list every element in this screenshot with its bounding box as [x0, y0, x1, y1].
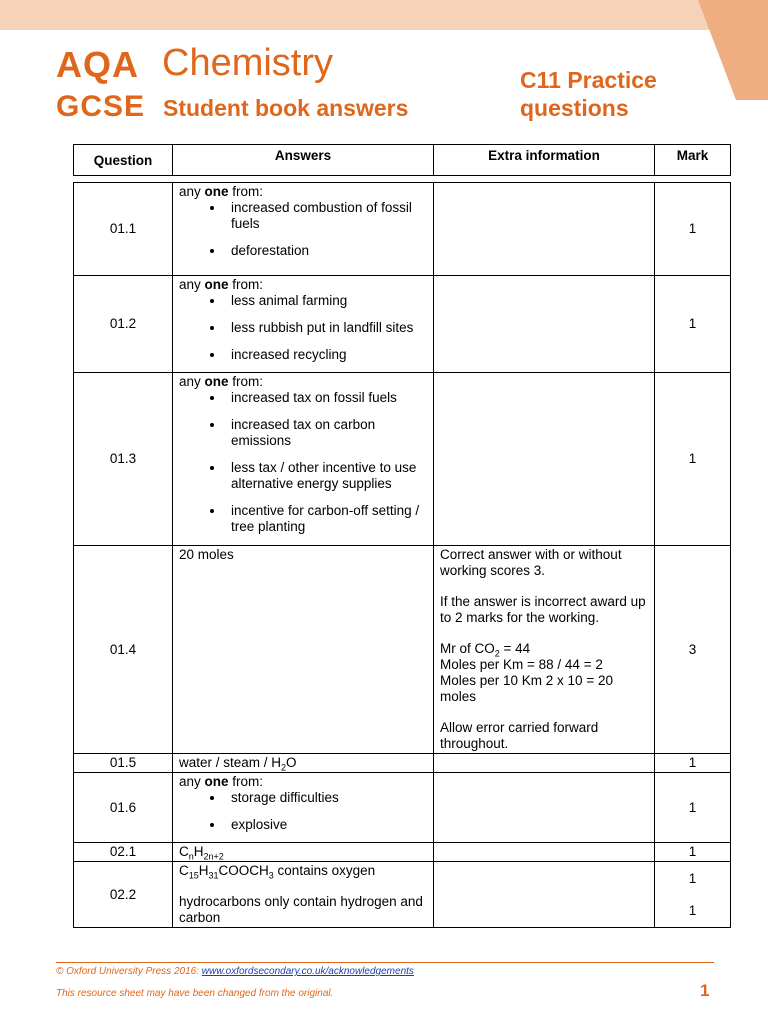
extra-paragraph: Allow error carried forward throughout.	[440, 720, 599, 751]
extra-cell	[434, 862, 655, 928]
mark-cell: 1	[655, 843, 731, 862]
table-row	[74, 373, 731, 546]
answer-cell: $C_nH_{2n+2}$	[173, 843, 434, 862]
brand-subject: Chemistry	[162, 42, 334, 84]
table-row	[74, 773, 731, 843]
list-item: • increased tax on carbon emissions	[225, 417, 427, 449]
question-number: 01.6	[74, 773, 173, 843]
title-line-1: C11 Practice	[520, 67, 657, 93]
footer-note: This resource sheet may have been changed from the original.	[56, 988, 334, 999]
answer-cell: 20 moles	[173, 546, 434, 754]
brand-gcse: GCSE	[56, 90, 146, 123]
extra-paragraph: Correct answer with or without working scores 3.	[440, 547, 622, 578]
question-number: 01.5	[74, 754, 173, 773]
list-item: • less tax / other incentive to use alternative energy supplies	[225, 460, 427, 492]
extra-cell	[434, 754, 655, 773]
header-answers: Answers	[173, 145, 434, 176]
answer-cell	[173, 862, 434, 928]
mark-value: 1	[688, 902, 697, 918]
title-line-2: questions	[520, 95, 629, 121]
table-row	[74, 754, 731, 773]
footer-rule	[56, 962, 714, 963]
mark-cell: 1	[655, 276, 731, 373]
answer-intro: any one from:	[179, 184, 264, 199]
table-row	[74, 862, 731, 928]
answer-cell: water / steam / $H_2O$	[173, 754, 434, 773]
footer-copyright: © Oxford University Press 2016: www.oxfordsecondary.co.uk/acknowledgements	[56, 966, 414, 977]
question-number: 02.1	[74, 843, 173, 862]
table-row	[74, 843, 731, 862]
answer-intro: any one from:	[179, 374, 264, 389]
mark-cell: 1	[655, 373, 731, 546]
question-number: 01.4	[74, 546, 173, 754]
list-item: • increased combustion of fossil fuels	[225, 200, 427, 232]
answer-cell	[173, 183, 434, 276]
list-item: • increased tax on fossil fuels	[225, 390, 427, 406]
extra-working	[440, 641, 648, 705]
list-item: • less rubbish put in landfill sites	[225, 320, 427, 336]
header-mark: Mark	[655, 145, 731, 176]
question-number: 01.1	[74, 183, 173, 276]
extra-cell	[434, 843, 655, 862]
extra-cell	[434, 373, 655, 546]
question-number: 01.3	[74, 373, 173, 546]
answers-table	[73, 182, 731, 928]
answer-line: hydrocarbons only contain hydrogen and carbon	[179, 894, 423, 925]
answer-line: $C_{15}H_{31}COOCH_3$ contains oxygen	[179, 863, 376, 881]
column-header-table	[73, 144, 731, 176]
answer-list	[179, 390, 427, 535]
top-band	[0, 0, 768, 30]
list-item: • less animal farming	[225, 293, 427, 309]
extra-moles-line: Moles per Km = 88 / 44 = 2	[440, 657, 603, 672]
answer-list	[179, 293, 427, 363]
answer-intro: any one from:	[179, 277, 264, 292]
extra-cell	[434, 276, 655, 373]
list-item: • incentive for carbon-off setting / tree planting	[225, 503, 427, 535]
mark-cell: 1	[655, 183, 731, 276]
answer-cell	[173, 276, 434, 373]
extra-mr-line: Mr of $CO_2 = 44$	[440, 641, 531, 659]
extra-moles-line: Moles per 10 Km 2 x 10 = 20 moles	[440, 673, 613, 704]
header-question: Question	[74, 145, 173, 176]
mark-value: 1	[688, 870, 697, 886]
brand-subtitle: Student book answers	[163, 95, 409, 121]
header-extra-information: Extra information	[434, 145, 655, 176]
table-row	[74, 546, 731, 754]
mark-cell: 3	[655, 546, 731, 754]
extra-cell	[434, 183, 655, 276]
page-number: 1	[700, 981, 710, 1000]
extra-cell	[434, 773, 655, 843]
list-item: • increased recycling	[225, 347, 427, 363]
mark-cell: 1	[655, 754, 731, 773]
document-title	[520, 66, 720, 122]
extra-cell	[434, 546, 655, 754]
answer-list	[179, 200, 427, 259]
table-row	[74, 183, 731, 276]
acknowledgements-link[interactable]: www.oxfordsecondary.co.uk/acknowledgements	[201, 966, 414, 977]
answer-cell	[173, 373, 434, 546]
mark-cell	[655, 862, 731, 928]
question-number: 01.2	[74, 276, 173, 373]
brand-aqa: AQA	[56, 44, 139, 85]
list-item: • deforestation	[225, 243, 427, 259]
header-row	[74, 145, 731, 176]
list-item: • explosive	[225, 817, 427, 833]
answer-list	[179, 790, 427, 833]
list-item: • storage difficulties	[225, 790, 427, 806]
answer-cell	[173, 773, 434, 843]
mark-cell: 1	[655, 773, 731, 843]
table-row	[74, 276, 731, 373]
answer-intro: any one from:	[179, 774, 264, 789]
question-number: 02.2	[74, 862, 173, 928]
extra-paragraph: If the answer is incorrect award up to 2 marks for the working.	[440, 594, 646, 625]
